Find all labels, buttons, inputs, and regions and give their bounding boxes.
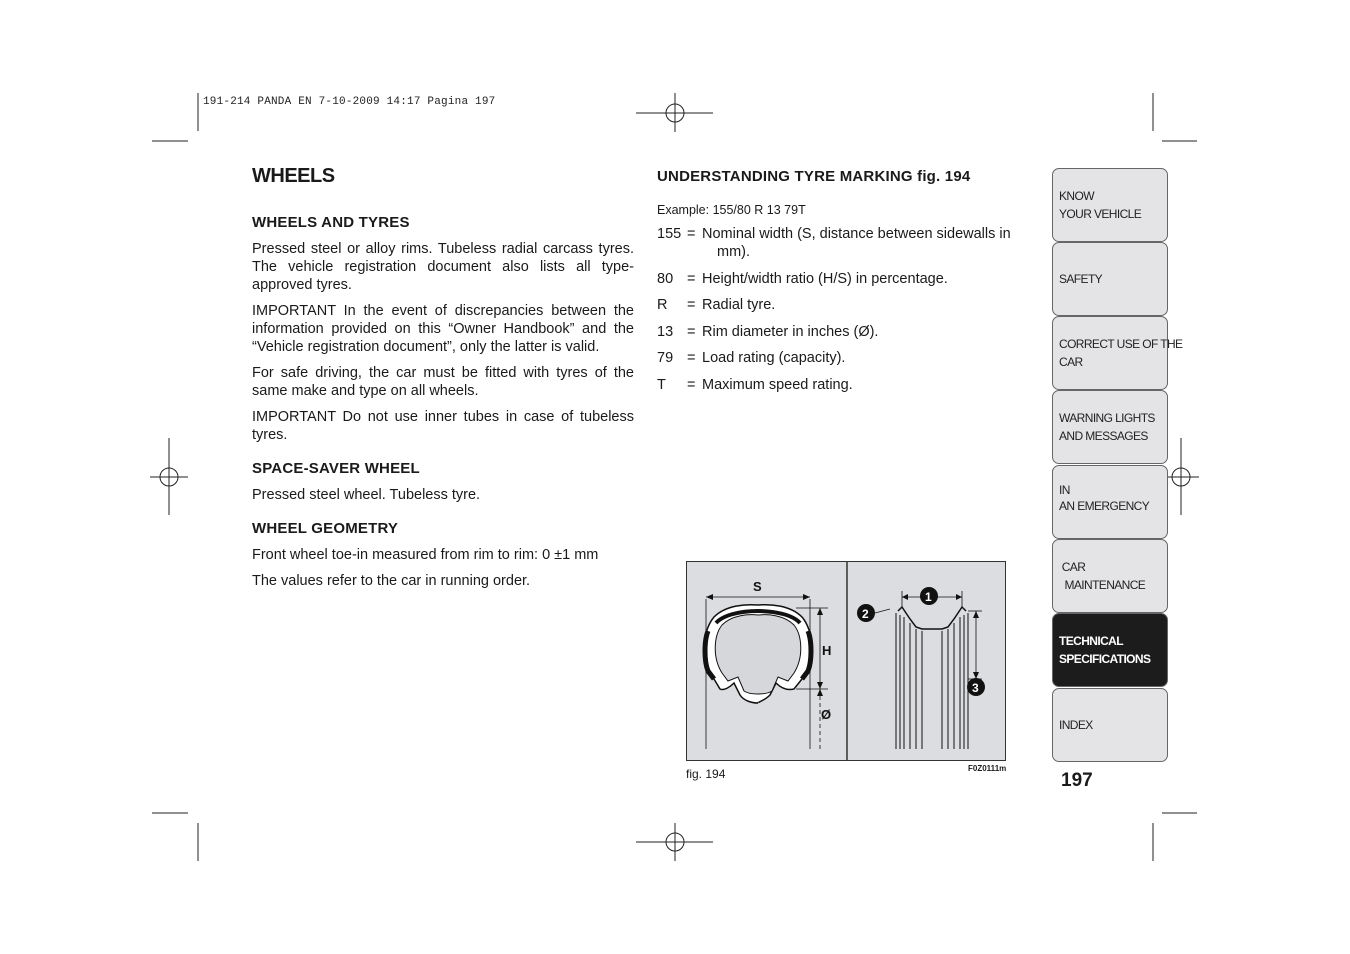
tab-car-maintenance[interactable]: CAR MAINTENANCE: [1052, 539, 1168, 613]
tab-know-your-vehicle[interactable]: KNOW YOUR VEHICLE: [1052, 168, 1168, 242]
callout-1: 1: [925, 590, 932, 604]
figure-code: F0Z0111m: [968, 764, 1007, 773]
tab-in-an-emergency[interactable]: IN AN EMERGENCY: [1052, 465, 1168, 539]
definition-row: 80 = Height/width ratio (H/S) in percentage.: [657, 270, 1039, 288]
definition-row: T = Maximum speed rating.: [657, 376, 1039, 394]
callout-2: 2: [862, 607, 869, 621]
tyre-marking-example: Example: 155/80 R 13 79T: [657, 203, 806, 217]
definition-text: Radial tyre.: [702, 297, 776, 313]
label-s: S: [753, 579, 762, 594]
tab-safety[interactable]: SAFETY: [1052, 242, 1168, 316]
definition-text: Load rating (capacity).: [702, 350, 846, 366]
tyre-diagram: [686, 561, 1006, 761]
page-title: WHEELS: [252, 165, 335, 187]
definition-text-continued: mm).: [717, 244, 751, 260]
section-heading-wheel-geometry: WHEEL GEOMETRY: [252, 520, 399, 537]
print-slug: 191-214 PANDA EN 7-10-2009 14:17 Pagina 197: [203, 96, 496, 108]
definition-code: 79: [657, 350, 674, 366]
label-diameter: Ø: [821, 707, 832, 722]
left-column: [252, 165, 634, 598]
tyre-marking-definitions: [657, 225, 1039, 394]
label-h: H: [822, 643, 832, 658]
definition-text: Maximum speed rating.: [702, 376, 853, 393]
tab-technical-specifications[interactable]: TECHNICAL SPECIFICATIONS: [1052, 613, 1168, 687]
right-column: [657, 168, 1039, 402]
definition-text: Rim diameter in inches (Ø).: [702, 323, 879, 340]
tab-warning-lights-and-messages[interactable]: WARNING LIGHTS AND MESSAGES: [1052, 390, 1168, 464]
definition-code: 80: [657, 270, 674, 287]
paragraph-running-order: The values refer to the car in running order.: [252, 573, 531, 589]
paragraph-important-discrepancies: IMPORTANT In the event of discrepancies between the information provided on this “Owner Handbook” and the “Vehicle registration document”, only the latter is valid.: [252, 303, 634, 355]
paragraph-safe-driving: For safe driving, the car must be fitted with tyres of the same make and type on all wheels.: [252, 365, 634, 399]
definition-code: 155: [657, 226, 682, 242]
page-number: 197: [1061, 770, 1093, 791]
definition-code: R: [657, 297, 668, 313]
definition-text: Nominal width (S, distance between sidewalls in: [702, 226, 1011, 242]
figure-caption: fig. 194: [686, 767, 726, 781]
paragraph-important-inner-tubes: IMPORTANT Do not use inner tubes in case of tubeless tyres.: [252, 409, 634, 443]
section-heading-tyre-marking: UNDERSTANDING TYRE MARKING fig. 194: [657, 168, 971, 185]
paragraph-toe-in: Front wheel toe-in measured from rim to rim: 0 ±1 mm: [252, 547, 599, 563]
callout-3: 3: [972, 681, 979, 695]
definition-code: T: [657, 376, 666, 393]
definition-text: Height/width ratio (H/S) in percentage.: [702, 270, 948, 287]
definition-row: R = Radial tyre.: [657, 296, 1039, 314]
paragraph-rims: Pressed steel or alloy rims. Tubeless radial carcass tyres. The vehicle registration document also lists all type-approved tyres.: [252, 241, 634, 293]
paragraph-space-saver: Pressed steel wheel. Tubeless tyre.: [252, 487, 481, 503]
tab-correct-use-of-the-car[interactable]: CORRECT USE OF THE CAR: [1052, 316, 1168, 390]
definition-code: 13: [657, 323, 674, 340]
tab-index[interactable]: INDEX: [1052, 688, 1168, 762]
definition-row: 155 = Nominal width (S, distance between sidewalls in mm).: [657, 225, 1039, 261]
definition-row: 79 = Load rating (capacity).: [657, 349, 1039, 367]
definition-row: 13 = Rim diameter in inches (Ø).: [657, 323, 1039, 341]
section-heading-wheels-and-tyres: WHEELS AND TYRES: [252, 214, 410, 231]
section-heading-space-saver: SPACE-SAVER WHEEL: [252, 460, 420, 477]
